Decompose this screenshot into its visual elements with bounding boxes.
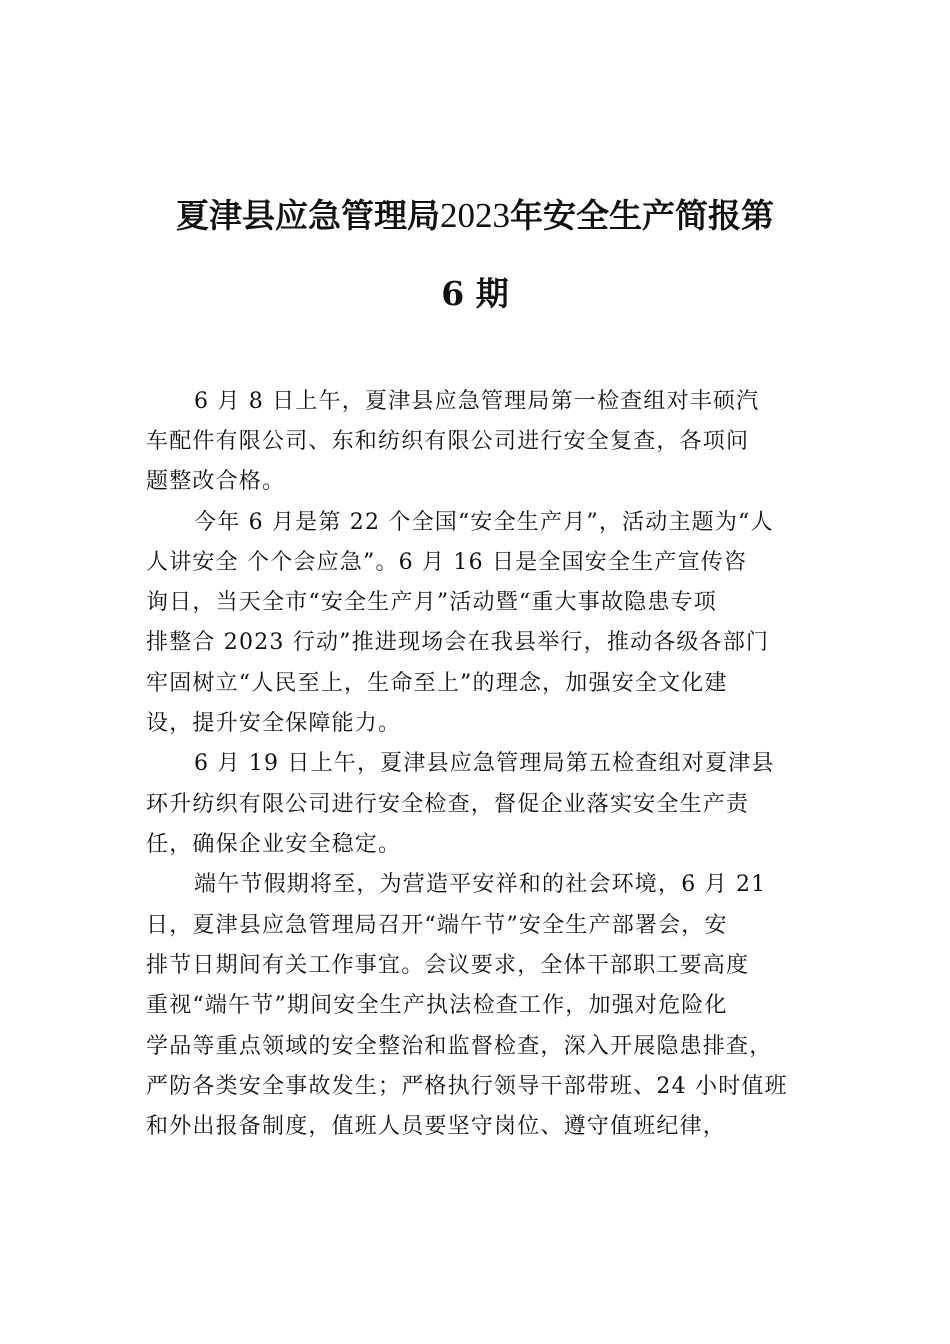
- body-line: 设，提升安全保障能力。: [146, 711, 402, 736]
- body-line: 排节日期间有关工作事宜。会议要求，全体干部职工要高度: [146, 953, 750, 978]
- body-line: 日，夏津县应急管理局召开“端午节”安全生产部署会，安: [146, 913, 728, 938]
- body-line: 车配件有限公司、东和纺织有限公司进行安全复查，各项问: [146, 429, 750, 454]
- body-line: 询日，当天全市“安全生产月”活动暨“重大事故隐患专项: [146, 590, 717, 615]
- body-line: 环升纺织有限公司进行安全检查，督促企业落实安全生产责: [146, 792, 750, 817]
- body-line: 牢固树立“人民至上，生命至上”的理念，加强安全文化建: [146, 671, 728, 696]
- body-line: 端午节假期将至，为营造平安祥和的社会环境，6 月 21: [194, 872, 767, 897]
- body-line: 重视“端午节”期间安全生产执法检查工作，加强对危险化: [146, 993, 728, 1018]
- body-line: 6 月 19 日上午，夏津县应急管理局第五检查组对夏津县: [194, 751, 775, 776]
- body-line: 排整合 2023 行动”推进现场会在我县举行，推动各级各部门: [146, 630, 770, 655]
- document-title-line-1: [130, 196, 820, 236]
- title-text-part-1: 夏津县应急管理局: [176, 196, 440, 235]
- body-line: 严防各类安全事故发生；严格执行领导干部带班、24 小时值班: [146, 1074, 788, 1099]
- title-text-part-2: 年安全生产简报第: [510, 196, 774, 235]
- body-line: 人讲安全 个个会应急”。6 月 16 日是全国安全生产宣传咨: [146, 550, 748, 575]
- body-line: 任，确保企业安全稳定。: [146, 832, 402, 857]
- body-line: 和外出报备制度，值班人员要坚守岗位、遵守值班纪律，: [146, 1114, 727, 1139]
- body-line: 今年 6 月是第 22 个全国“安全生产月”，活动主题为“人: [194, 510, 774, 535]
- body-line: 6 月 8 日上午，夏津县应急管理局第一检查组对丰硕汽: [194, 389, 760, 414]
- body-line: 学品等重点领域的安全整治和监督检查，深入开展隐患排查，: [146, 1034, 773, 1059]
- title-year: 2023: [440, 196, 510, 235]
- body-line: 题整改合格。: [146, 469, 286, 494]
- document-title-line-2: 6 期: [441, 274, 509, 313]
